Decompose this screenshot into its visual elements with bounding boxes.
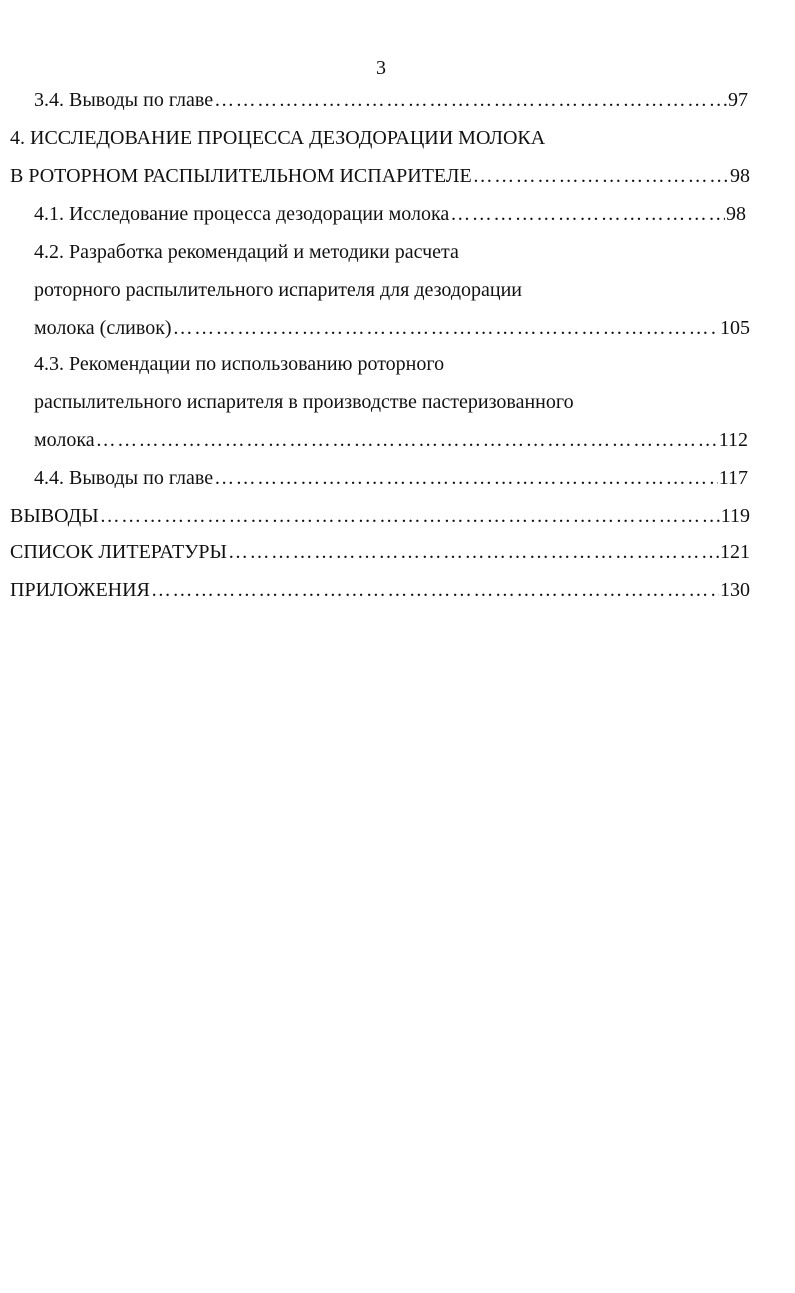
toc-entry-title: 4.4. Выводы по главе (34, 467, 214, 489)
toc-entry-title: 4.3. Рекомендации по использованию роторного (34, 353, 445, 375)
toc-entry-page: 105 (720, 317, 750, 339)
leader-dots (228, 540, 719, 564)
leader-dots (100, 504, 720, 528)
toc-entry-page: 98 (726, 203, 746, 225)
toc-entry-title: 4.2. Разработка рекомендаций и методики расчета (34, 241, 459, 263)
toc-entry-3-4[interactable] (34, 88, 748, 112)
toc-entry-page: 130 (720, 579, 750, 601)
toc-entry-title: роторного распылительного испарителя для дезодорации (34, 279, 523, 301)
toc-entry-page: 121 (720, 541, 750, 563)
toc-entry-4-1[interactable] (34, 202, 746, 226)
toc-entry-title: В РОТОРНОМ РАСПЫЛИТЕЛЬНОМ ИСПАРИТЕЛЕ (10, 165, 472, 187)
toc-entry-page: 112 (718, 429, 748, 451)
toc-entry-page: 117 (718, 467, 748, 489)
toc-entry-4-3-line-1[interactable] (34, 352, 748, 376)
leader-dots (473, 164, 729, 188)
toc-entry-page: 119 (720, 505, 750, 527)
toc-entry-4-2-line-3[interactable] (34, 316, 750, 340)
leader-dots (151, 578, 719, 602)
toc-entry-title: молока (сливок) (34, 317, 172, 339)
toc-entry-4-3-line-3[interactable] (34, 428, 748, 452)
toc-entry-title: СПИСОК ЛИТЕРАТУРЫ (10, 541, 227, 563)
toc-entry-4-2-line-1[interactable] (34, 240, 748, 264)
leader-dots (450, 202, 725, 226)
toc-entry-references[interactable] (10, 540, 750, 564)
toc-entry-appendices[interactable] (10, 578, 750, 602)
toc-entry-page: 98 (730, 165, 750, 187)
leader-dots (96, 428, 718, 452)
toc-entry-4-4[interactable] (34, 466, 748, 490)
leader-dots (214, 88, 727, 112)
toc-entry-title: 4. ИССЛЕДОВАНИЕ ПРОЦЕССА ДЕЗОДОРАЦИИ МОЛОКА (10, 127, 546, 149)
toc-entry-title: распылительного испарителя в производстве пастеризованного (34, 391, 574, 413)
page-number: 3 (376, 57, 386, 79)
toc-entry-4-line-2[interactable] (10, 164, 750, 188)
toc-entry-4-3-line-2[interactable] (34, 390, 748, 414)
toc-entry-conclusions[interactable] (10, 504, 750, 528)
toc-entry-page: 97 (728, 89, 748, 111)
toc-entry-title: 4.1. Исследование процесса дезодорации молока (34, 203, 450, 225)
leader-dots (173, 316, 719, 340)
toc-entry-4-2-line-2[interactable] (34, 278, 748, 302)
toc-entry-title: молока (34, 429, 95, 451)
toc-entry-title: ВЫВОДЫ (10, 505, 99, 527)
toc-entry-title: 3.4. Выводы по главе (34, 89, 214, 111)
toc-entry-title: ПРИЛОЖЕНИЯ (10, 579, 150, 601)
leader-dots (214, 466, 718, 490)
toc-entry-4-line-1[interactable] (10, 126, 750, 150)
